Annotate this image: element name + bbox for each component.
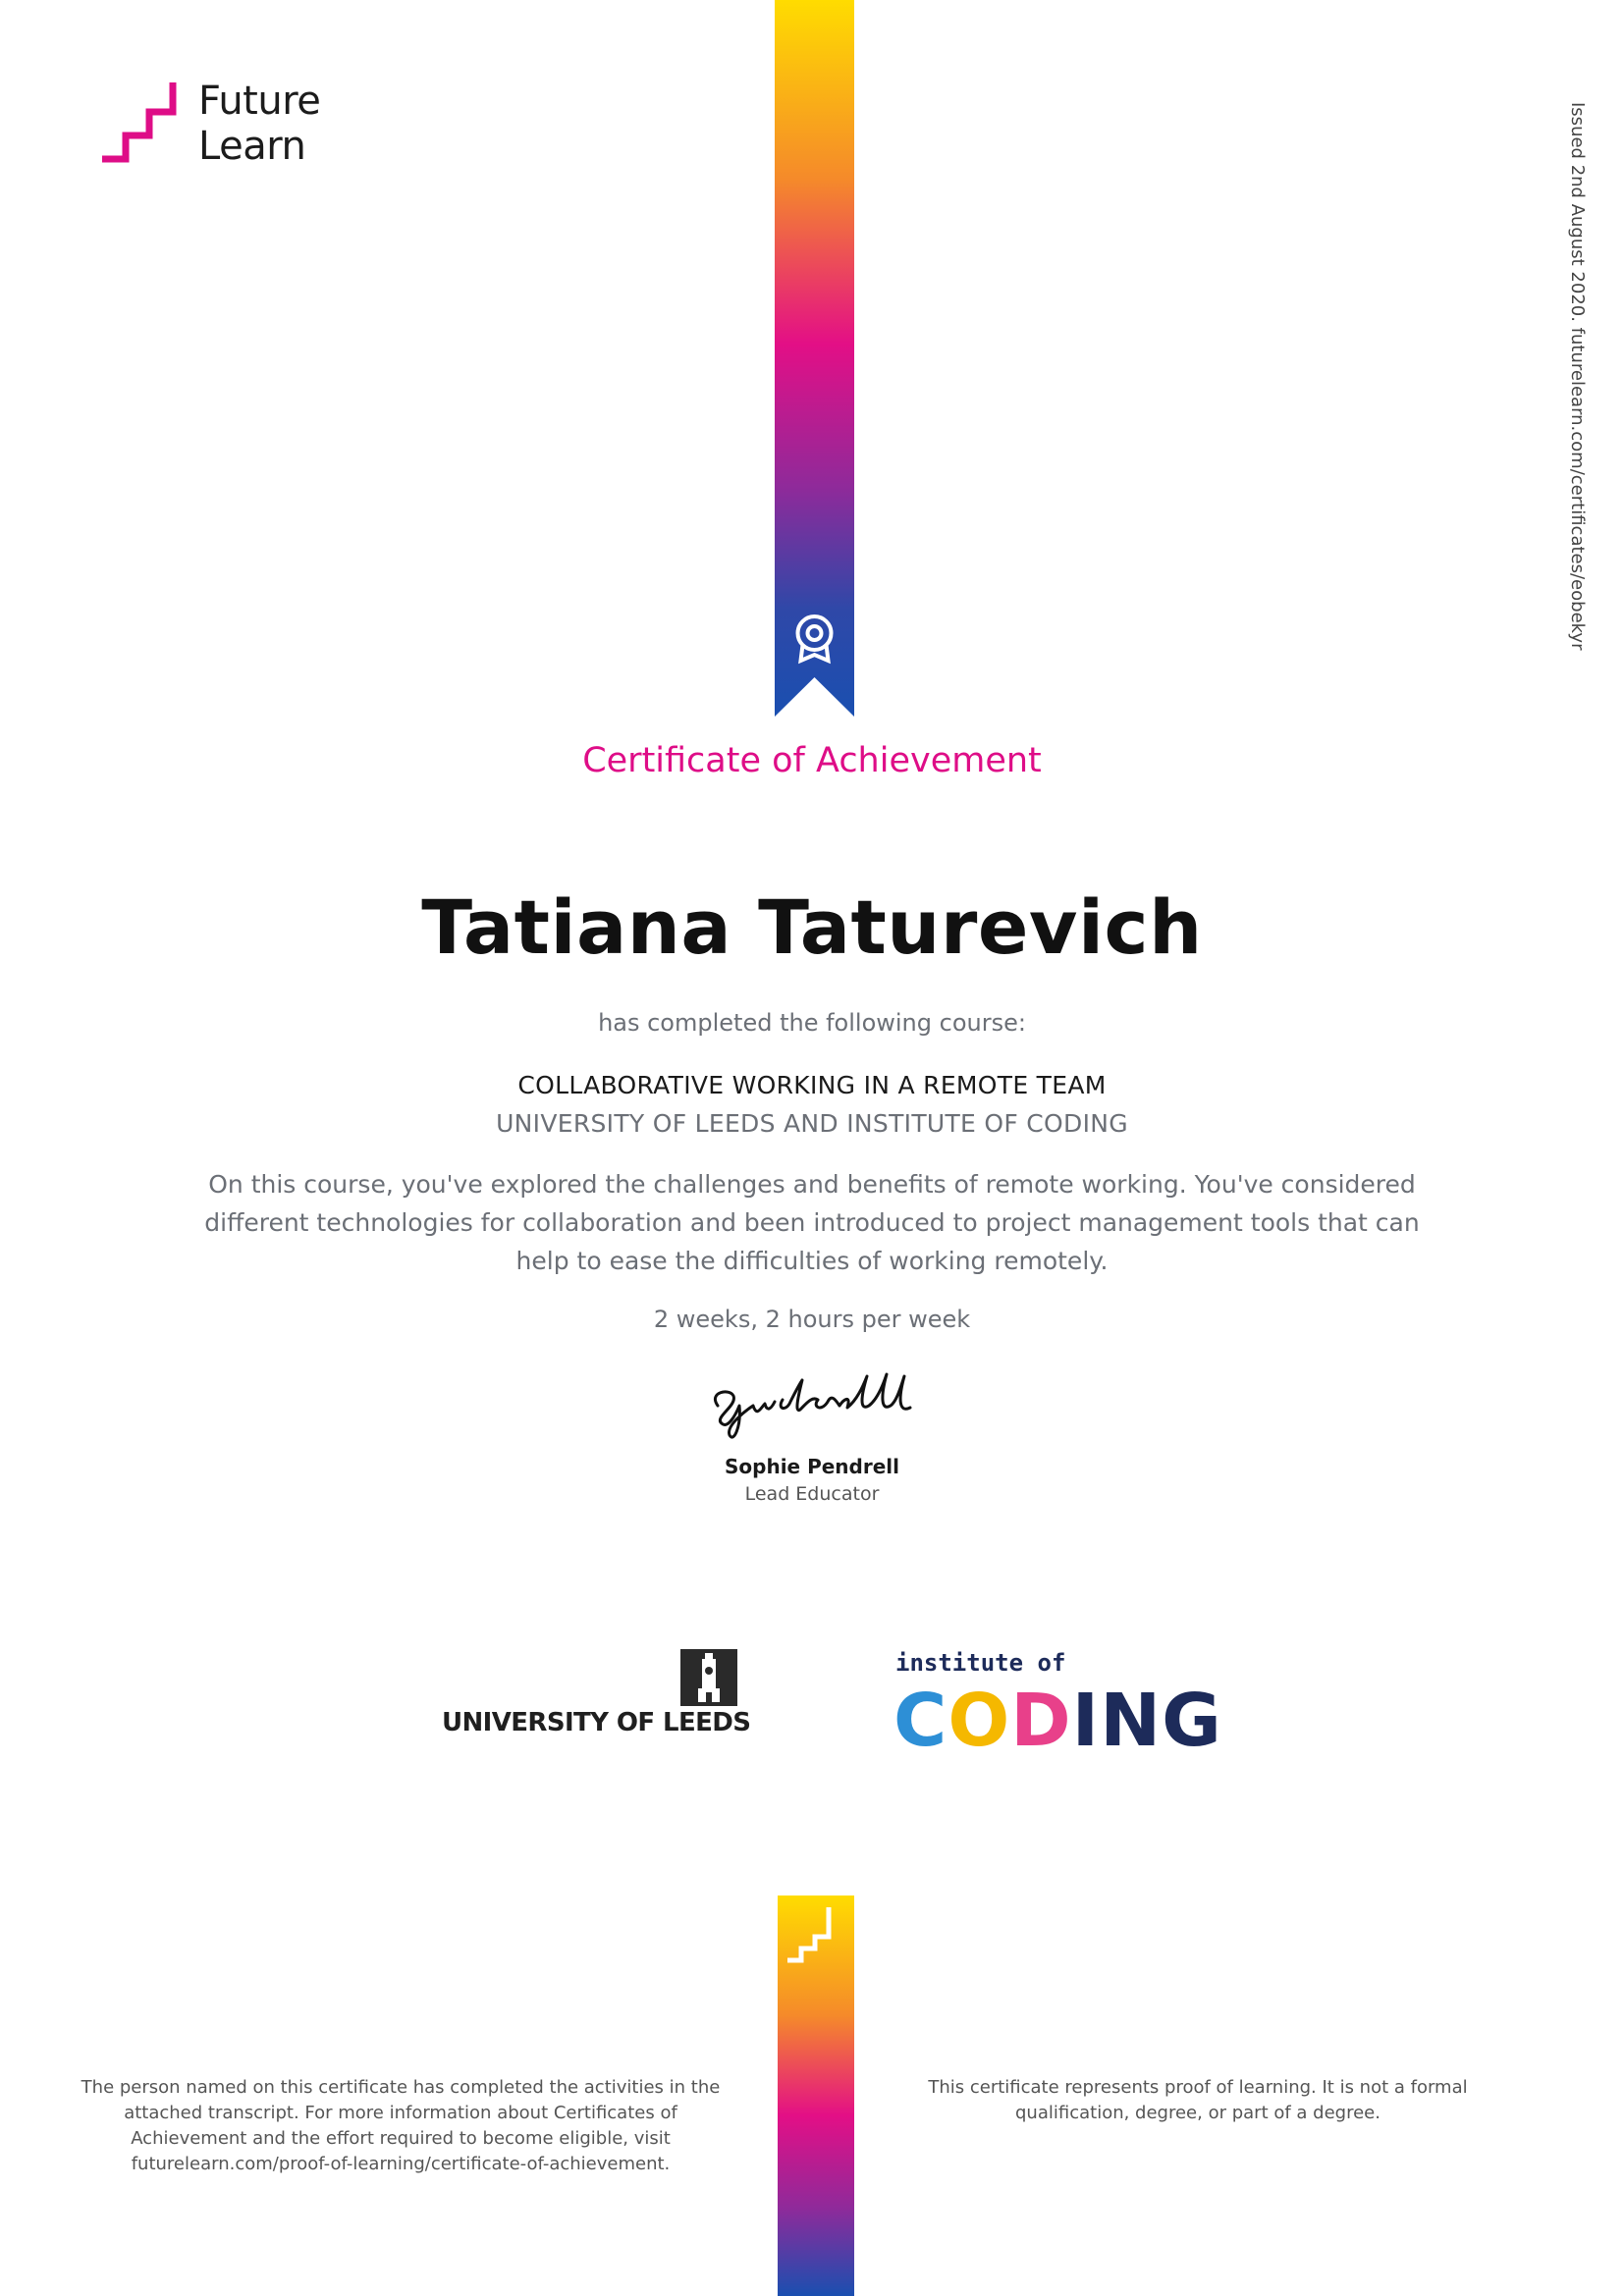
ioc-letter: I bbox=[1071, 1679, 1100, 1763]
issued-date-text: Issued 2nd August 2020. futurelearn.com/certificates/eobekyr bbox=[1567, 102, 1588, 651]
footer-right-note: This certificate represents proof of learning. It is not a formal qualification, degree, or part of a degree. bbox=[928, 2077, 1468, 2123]
footer-left-note: The person named on this certificate has completed the activities in the attached transcript. For more information about Certificates of Achievement and the effort required to become eligible, visit futurelearn.com/proof-of-learning/certificate-of-achievement. bbox=[81, 2077, 721, 2174]
course-provider: UNIVERSITY OF LEEDS AND INSTITUTE OF CODING bbox=[496, 1109, 1128, 1138]
leeds-wordmark: UNIVERSITY OF LEEDS bbox=[442, 1708, 751, 1737]
logo-line-2: Learn bbox=[198, 124, 306, 169]
ribbon-bottom bbox=[778, 1896, 854, 2296]
futurelearn-logo bbox=[98, 79, 320, 169]
certificate-title: Certificate of Achievement bbox=[582, 741, 1042, 780]
ribbon-top bbox=[775, 0, 854, 717]
course-name: COLLABORATIVE WORKING IN A REMOTE TEAM bbox=[517, 1071, 1107, 1099]
educator-name: Sophie Pendrell bbox=[725, 1455, 899, 1478]
course-description: On this course, you've explored the challenges and benefits of remote working. You've considered different technologies for collaboration and been introduced to project management tools that can help to ease the difficulties of working remotely. bbox=[204, 1170, 1420, 1275]
logo-line-1: Future bbox=[198, 79, 321, 124]
leeds-tower-icon bbox=[680, 1649, 737, 1706]
university-of-leeds-logo bbox=[442, 1649, 751, 1747]
ioc-letter: N bbox=[1100, 1679, 1162, 1763]
ioc-coding-wordmark bbox=[893, 1679, 1222, 1763]
ioc-letter: O bbox=[947, 1679, 1010, 1763]
institute-of-coding-logo bbox=[893, 1649, 1257, 1763]
ioc-letter: G bbox=[1162, 1679, 1221, 1763]
futurelearn-steps-icon bbox=[98, 79, 187, 167]
educator-signature bbox=[704, 1366, 930, 1445]
futurelearn-wordmark bbox=[198, 79, 320, 169]
course-duration: 2 weeks, 2 hours per week bbox=[653, 1306, 971, 1333]
ioc-small-text: institute of bbox=[895, 1649, 1066, 1677]
recipient-name: Tatiana Taturevich bbox=[421, 883, 1203, 971]
completed-text: has completed the following course: bbox=[598, 1009, 1026, 1037]
educator-role: Lead Educator bbox=[744, 1483, 880, 1505]
ioc-letter: D bbox=[1010, 1679, 1071, 1763]
ioc-letter: C bbox=[893, 1679, 947, 1763]
